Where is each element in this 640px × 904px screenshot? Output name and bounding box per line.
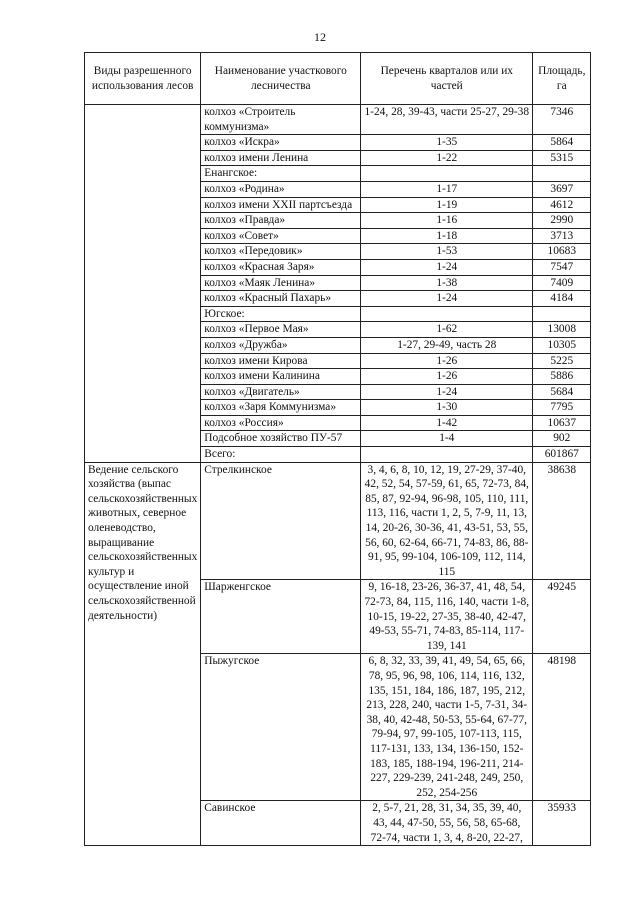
area-cell: 49245: [533, 580, 591, 654]
area-cell: 5886: [533, 369, 591, 385]
area-cell: 7547: [533, 259, 591, 275]
quarters-cell: 1-18: [361, 228, 533, 244]
quarters-cell: 6, 8, 32, 33, 39, 41, 49, 54, 65, 66, 78, 95, 96, 98, 106, 114, 116, 132, 135, 151, 184, 186, 187, 195, 212, 213, 228, 240, части 1-5, 7-31, 34-38, 40, 42-48, 50-53, 55-64, 67-77, 79-94, 97, 99-105, 107-113, 115, 117-131, 133, 134, 136-150, 152-183, 185, 188-194, 196-211, 214-227, 229-239, 241-248, 249, 250, 252, 254-256: [361, 654, 533, 801]
forestry-name-cell: колхоз «Строитель коммунизма»: [201, 105, 361, 135]
quarters-cell: 1-27, 29-49, часть 28: [361, 337, 533, 353]
quarters-cell: 1-17: [361, 181, 533, 197]
quarters-cell: 1-24: [361, 291, 533, 307]
area-cell: 10637: [533, 415, 591, 431]
quarters-cell: 2, 5-7, 21, 28, 31, 34, 35, 39, 40, 43, 44, 47-50, 55, 56, 58, 65-68, 72-74, части 1, 3, 4, 8-20, 22-27,: [361, 801, 533, 846]
forestry-name-cell: Всего:: [201, 447, 361, 463]
forestry-name-cell: колхоз «Первое Мая»: [201, 322, 361, 338]
area-cell: 3697: [533, 181, 591, 197]
area-cell: 5684: [533, 384, 591, 400]
area-cell: 902: [533, 431, 591, 447]
area-cell: 10683: [533, 244, 591, 260]
table-header-row: [85, 53, 591, 105]
forestry-name-cell: Подсобное хозяйство ПУ-57: [201, 431, 361, 447]
area-cell: 7346: [533, 105, 591, 135]
quarters-cell: 1-22: [361, 150, 533, 166]
quarters-cell: 1-24: [361, 259, 533, 275]
quarters-cell: 1-16: [361, 213, 533, 229]
quarters-cell: 1-26: [361, 353, 533, 369]
quarters-cell: 3, 4, 6, 8, 10, 12, 19, 27-29, 37-40, 42, 52, 54, 57-59, 61, 65, 72-73, 84, 85, 87, 92-94, 96-98, 105, 110, 111, 113, 116, части 1, 2, 5, 7-9, 11, 13, 14, 20-26, 30-36, 41, 43-51, 53, 55, 56, 60, 62-64, 66-71, 74-83, 86, 88-91, 95, 99-104, 106-109, 112, 114, 115: [361, 462, 533, 580]
forestry-name-cell: колхоз имени Ленина: [201, 150, 361, 166]
area-cell: [533, 166, 591, 182]
area-cell: 4184: [533, 291, 591, 307]
area-cell: [533, 306, 591, 322]
quarters-cell: 1-35: [361, 135, 533, 151]
area-cell: 5225: [533, 353, 591, 369]
forestry-name-cell: колхоз «Красный Пахарь»: [201, 291, 361, 307]
table-body: [85, 105, 591, 846]
quarters-cell: 1-30: [361, 400, 533, 416]
forestry-name-cell: колхоз «Искра»: [201, 135, 361, 151]
quarters-cell: 1-19: [361, 197, 533, 213]
table-row: [85, 462, 591, 580]
area-cell: 10305: [533, 337, 591, 353]
header-area: Площадь, га: [533, 53, 591, 105]
forestry-name-cell: колхоз «Россия»: [201, 415, 361, 431]
quarters-cell: [361, 447, 533, 463]
area-cell: 3713: [533, 228, 591, 244]
quarters-cell: 1-62: [361, 322, 533, 338]
forestry-name-cell: колхоз «Совет»: [201, 228, 361, 244]
forestry-name-cell: колхоз «Родина»: [201, 181, 361, 197]
use-type-cell: Ведение сельского хозяйства (выпас сельскохозяйственных животных, северное оленеводство, выращивание сельскохозяйственных культур и осуществление иной сельскохозяйственной деятельности): [85, 462, 201, 845]
quarters-cell: 1-4: [361, 431, 533, 447]
header-use-type: Виды разрешенного использования лесов: [85, 53, 201, 105]
area-cell: 7409: [533, 275, 591, 291]
forestry-name-cell: Югское:: [201, 306, 361, 322]
quarters-cell: 1-42: [361, 415, 533, 431]
area-cell: 5864: [533, 135, 591, 151]
quarters-cell: 1-26: [361, 369, 533, 385]
quarters-cell: [361, 306, 533, 322]
quarters-cell: 9, 16-18, 23-26, 36-37, 41, 48, 54, 72-73, 84, 115, 116, 140, части 1-8, 10-15, 19-22, 27-35, 38-40, 42-47, 49-53, 55-71, 74-83, 85-114, 117-139, 141: [361, 580, 533, 654]
forestry-name-cell: колхоз «Маяк Ленина»: [201, 275, 361, 291]
forestry-name-cell: колхоз «Передовик»: [201, 244, 361, 260]
area-cell: 38638: [533, 462, 591, 580]
area-cell: 48198: [533, 654, 591, 801]
forestry-name-cell: колхоз «Заря Коммунизма»: [201, 400, 361, 416]
area-cell: 2990: [533, 213, 591, 229]
area-cell: 4612: [533, 197, 591, 213]
forestry-name-cell: колхоз «Красная Заря»: [201, 259, 361, 275]
forestry-name-cell: колхоз «Правда»: [201, 213, 361, 229]
forestry-name-cell: колхоз имени XXII партсъезда: [201, 197, 361, 213]
forestry-name-cell: колхоз имени Калинина: [201, 369, 361, 385]
area-cell: 5315: [533, 150, 591, 166]
quarters-cell: [361, 166, 533, 182]
use-type-cell-empty: [85, 105, 201, 463]
quarters-cell: 1-38: [361, 275, 533, 291]
forestry-name-cell: Енангское:: [201, 166, 361, 182]
forestry-name-cell: Стрелкинское: [201, 462, 361, 580]
table-row: [85, 105, 591, 135]
forestry-name-cell: Пыжугское: [201, 654, 361, 801]
area-cell: 13008: [533, 322, 591, 338]
quarters-cell: 1-24, 28, 39-43, части 25-27, 29-38: [361, 105, 533, 135]
page-number: 12: [314, 30, 326, 44]
area-cell: 35933: [533, 801, 591, 846]
quarters-cell: 1-24: [361, 384, 533, 400]
header-quarters: Перечень кварталов или их частей: [361, 53, 533, 105]
forestry-name-cell: Шарженгское: [201, 580, 361, 654]
forestry-name-cell: колхоз имени Кирова: [201, 353, 361, 369]
forestry-name-cell: колхоз «Двигатель»: [201, 384, 361, 400]
header-forestry: Наименование участкового лесничества: [201, 53, 361, 105]
forestry-name-cell: Савинское: [201, 801, 361, 846]
forestry-name-cell: колхоз «Дружба»: [201, 337, 361, 353]
area-cell: 7795: [533, 400, 591, 416]
quarters-cell: 1-53: [361, 244, 533, 260]
area-cell: 601867: [533, 447, 591, 463]
forest-use-table: [84, 52, 591, 846]
